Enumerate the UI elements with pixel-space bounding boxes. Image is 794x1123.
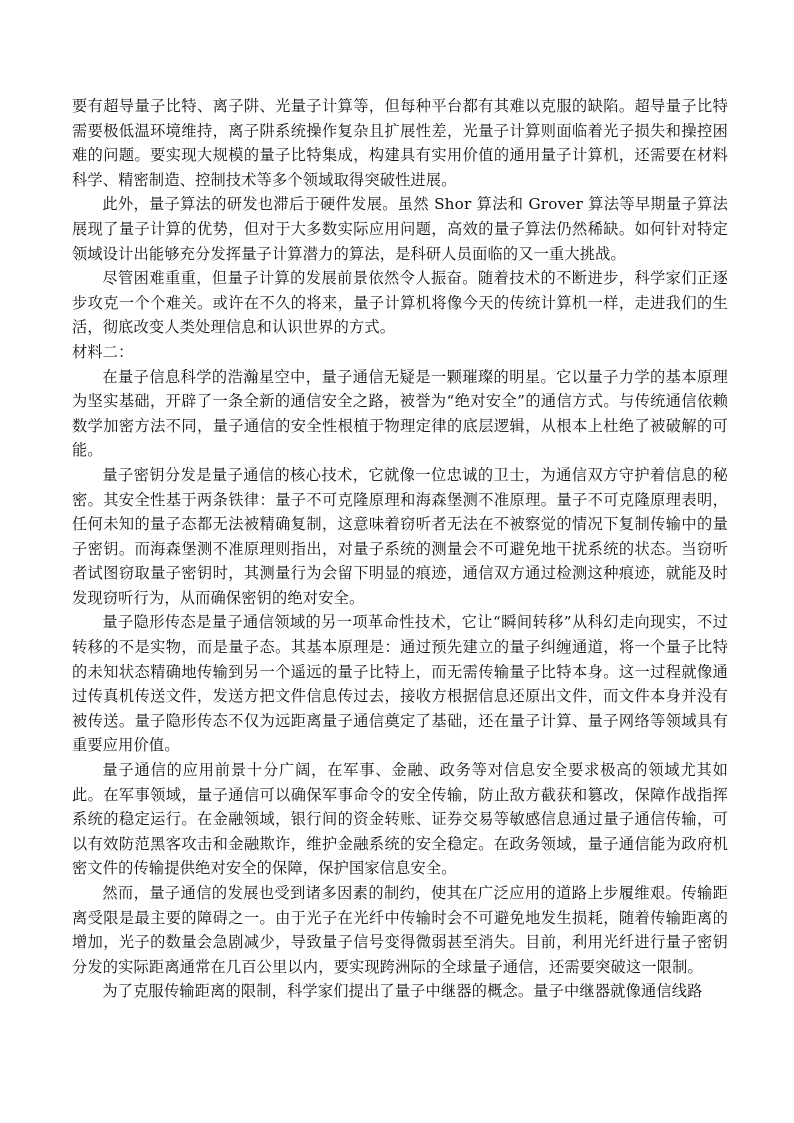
paragraph: 尽管困难重重，但量子计算的发展前景依然令人振奋。随着技术的不断进步，科学家们正逐步攻克一个个难关。或许在不久的将来，量子计算机将像今天的传统计算机一样，走进我们的生活，彻底改变人类处理信息和认识世界的方式。 — [72, 269, 728, 337]
document-body — [72, 94, 728, 1004]
paragraph: 在量子信息科学的浩瀚星空中，量子通信无疑是一颗璀璨的明星。它以量子力学的基本原理为坚实基础，开辟了一条全新的通信安全之路，被誉为“绝对安全”的通信方式。与传统通信依赖数学加密方法不同，量子通信的安全性根植于物理定律的底层逻辑，从根本上杜绝了被破解的可能。 — [72, 367, 728, 460]
paragraph: 要有超导量子比特、离子阱、光量子计算等，但每种平台都有其难以克服的缺陷。超导量子比特需要极低温环境维持，离子阱系统操作复杂且扩展性差，光量子计算则面临着光子损失和操控困难的问题。要实现大规模的量子比特集成，构建具有实用价值的通用量子计算机，还需要在材料科学、精密制造、控制技术等多个领域取得突破性进展。 — [72, 97, 728, 189]
paragraph: 此外，量子算法的研发也滞后于硬件发展。虽然 Shor 算法和 Grover 算法等早期量子算法展现了量子计算的优势，但对于大多数实际应用问题，高效的量子算法仍然稀缺。如何针对特定领域设计出能够充分发挥量子计算潜力的算法，是科研人员面临的又一重大挑战。 — [72, 195, 728, 263]
section-label: 材料二： — [72, 342, 134, 361]
paragraph: 量子通信的应用前景十分广阔，在军事、金融、政务等对信息安全要求极高的领域尤其如此。在军事领域，量子通信可以确保军事命令的安全传输，防止敌方截获和篡改，保障作战指挥系统的稳定运行。在金融领域，银行间的资金转账、证券交易等敏感信息通过量子通信传输，可以有效防范黑客攻击和金融欺诈，维护金融系统的安全稳定。在政务领域，量子通信能为政府机密文件的传输提供绝对安全的保障，保护国家信息安全。 — [72, 761, 728, 878]
paragraph: 然而，量子通信的发展也受到诸多因素的制约，使其在广泛应用的道路上步履维艰。传输距离受限是最主要的障碍之一。由于光子在光纤中传输时会不可避免地发生损耗，随着传输距离的增加，光子的数量会急剧减少，导致量子信号变得微弱甚至消失。目前，利用光纤进行量子密钥分发的实际距离通常在几百公里以内，要实现跨洲际的全球量子通信，还需要突破这一限制。 — [72, 884, 728, 976]
paragraph: 量子密钥分发是量子通信的核心技术，它就像一位忠诚的卫士，为通信双方守护着信息的秘密。其安全性基于两条铁律：量子不可克隆原理和海森堡测不准原理。量子不可克隆原理表明，任何未知的量子态都无法被精确复制，这意味着窃听者无法在不被察觉的情况下复制传输中的量子密钥。而海森堡测不准原理则指出，对量子系统的测量会不可避免地干扰系统的状态。当窃听者试图窃取量子密钥时，其测量行为会留下明显的痕迹，通信双方通过检测这种痕迹，就能及时发现窃听行为，从而确保密钥的绝对安全。 — [72, 465, 728, 607]
paragraph: 量子隐形传态是量子通信领域的另一项革命性技术，它让“瞬间转移”从科幻走向现实，不过转移的不是实物，而是量子态。其基本原理是：通过预先建立的量子纠缠通道，将一个量子比特的未知状态精确地传输到另一个遥远的量子比特上，而无需传输量子比特本身。这一过程就像通过传真机传送文件，发送方把文件信息传过去，接收方根据信息还原出文件，而文件本身并没有被传送。量子隐形传态不仅为远距离量子通信奠定了基础，还在量子计算、量子网络等领域具有重要应用价值。 — [72, 613, 728, 755]
paragraph: 为了克服传输距离的限制，科学家们提出了量子中继器的概念。量子中继器就像通信线路 — [102, 982, 703, 1001]
